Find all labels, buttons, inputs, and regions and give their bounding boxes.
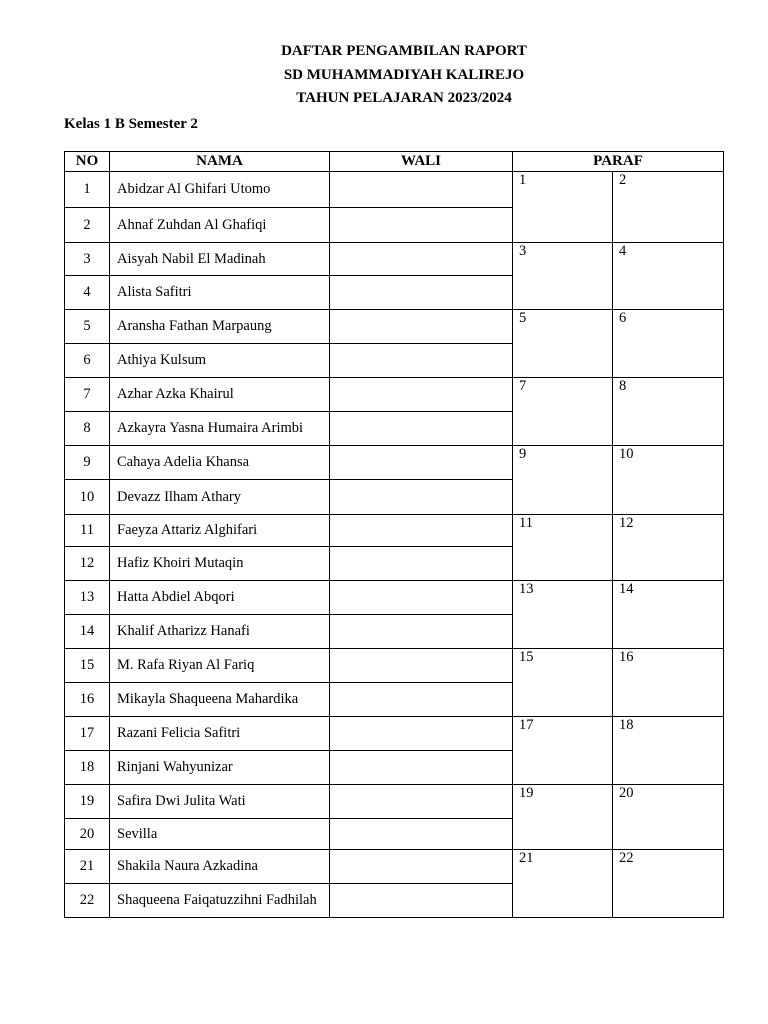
wali-cell[interactable]	[330, 412, 513, 446]
row-number: 3	[65, 243, 110, 276]
paraf-cell[interactable]: 19	[513, 785, 613, 850]
wali-cell[interactable]	[330, 243, 513, 276]
table-row	[65, 378, 724, 412]
header-wali: WALI	[330, 152, 513, 172]
wali-cell[interactable]	[330, 172, 513, 208]
paraf-cell[interactable]: 20	[613, 785, 724, 850]
student-name: Hatta Abdiel Abqori	[110, 581, 330, 615]
student-name: M. Rafa Riyan Al Fariq	[110, 649, 330, 683]
student-name: Azkayra Yasna Humaira Arimbi	[110, 412, 330, 446]
header-paraf: PARAF	[513, 152, 724, 172]
wali-cell[interactable]	[330, 515, 513, 547]
document-title	[0, 40, 768, 111]
paraf-cell[interactable]: 4	[613, 243, 724, 310]
student-name: Alista Safitri	[110, 276, 330, 310]
student-name: Razani Felicia Safitri	[110, 717, 330, 751]
paraf-cell[interactable]: 11	[513, 515, 613, 581]
student-name: Hafiz Khoiri Mutaqin	[110, 547, 330, 581]
student-name: Mikayla Shaqueena Mahardika	[110, 683, 330, 717]
table-row	[65, 446, 724, 480]
row-number: 11	[65, 515, 110, 547]
wali-cell[interactable]	[330, 344, 513, 378]
paraf-cell[interactable]: 6	[613, 310, 724, 378]
paraf-cell[interactable]: 7	[513, 378, 613, 446]
row-number: 20	[65, 819, 110, 850]
wali-cell[interactable]	[330, 276, 513, 310]
wali-cell[interactable]	[330, 649, 513, 683]
wali-cell[interactable]	[330, 683, 513, 717]
row-number: 5	[65, 310, 110, 344]
table-row	[65, 515, 724, 547]
title-line-1: DAFTAR PENGAMBILAN RAPORT	[281, 43, 527, 59]
row-number: 4	[65, 276, 110, 310]
table-row	[65, 785, 724, 819]
row-number: 1	[65, 172, 110, 208]
student-name: Shaqueena Faiqatuzzihni Fadhilah	[110, 884, 330, 918]
row-number: 10	[65, 480, 110, 515]
wali-cell[interactable]	[330, 310, 513, 344]
wali-cell[interactable]	[330, 208, 513, 243]
paraf-cell[interactable]: 22	[613, 850, 724, 918]
paraf-cell[interactable]: 12	[613, 515, 724, 581]
wali-cell[interactable]	[330, 480, 513, 515]
student-name: Devazz Ilham Athary	[110, 480, 330, 515]
student-name: Aransha Fathan Marpaung	[110, 310, 330, 344]
attendance-table	[64, 151, 724, 918]
paraf-cell[interactable]: 21	[513, 850, 613, 918]
wali-cell[interactable]	[330, 850, 513, 884]
table-row	[65, 581, 724, 615]
wali-cell[interactable]	[330, 547, 513, 581]
student-name: Azhar Azka Khairul	[110, 378, 330, 412]
paraf-cell[interactable]: 10	[613, 446, 724, 515]
student-name: Rinjani Wahyunizar	[110, 751, 330, 785]
wali-cell[interactable]	[330, 446, 513, 480]
row-number: 9	[65, 446, 110, 480]
wali-cell[interactable]	[330, 717, 513, 751]
wali-cell[interactable]	[330, 615, 513, 649]
table-row	[65, 850, 724, 884]
wali-cell[interactable]	[330, 378, 513, 412]
student-name: Cahaya Adelia Khansa	[110, 446, 330, 480]
wali-cell[interactable]	[330, 884, 513, 918]
wali-cell[interactable]	[330, 819, 513, 850]
student-name: Ahnaf Zuhdan Al Ghafiqi	[110, 208, 330, 243]
table-row	[65, 717, 724, 751]
paraf-cell[interactable]: 17	[513, 717, 613, 785]
row-number: 17	[65, 717, 110, 751]
paraf-cell[interactable]: 16	[613, 649, 724, 717]
row-number: 22	[65, 884, 110, 918]
title-line-3: TAHUN PELAJARAN 2023/2024	[296, 90, 512, 106]
table-row	[65, 243, 724, 276]
student-name: Sevilla	[110, 819, 330, 850]
class-label: Kelas 1 B Semester 2	[64, 116, 198, 132]
header-no: NO	[65, 152, 110, 172]
paraf-cell[interactable]: 1	[513, 172, 613, 243]
table-row	[65, 172, 724, 208]
student-name: Khalif Atharizz Hanafi	[110, 615, 330, 649]
header-nama: NAMA	[110, 152, 330, 172]
paraf-cell[interactable]: 3	[513, 243, 613, 310]
student-name: Faeyza Attariz Alghifari	[110, 515, 330, 547]
row-number: 6	[65, 344, 110, 378]
row-number: 8	[65, 412, 110, 446]
paraf-cell[interactable]: 9	[513, 446, 613, 515]
row-number: 14	[65, 615, 110, 649]
wali-cell[interactable]	[330, 581, 513, 615]
row-number: 18	[65, 751, 110, 785]
row-number: 15	[65, 649, 110, 683]
paraf-cell[interactable]: 15	[513, 649, 613, 717]
paraf-cell[interactable]: 18	[613, 717, 724, 785]
student-name: Safira Dwi Julita Wati	[110, 785, 330, 819]
wali-cell[interactable]	[330, 785, 513, 819]
paraf-cell[interactable]: 8	[613, 378, 724, 446]
row-number: 13	[65, 581, 110, 615]
table-body	[65, 172, 724, 918]
table-header-row	[65, 152, 724, 172]
row-number: 21	[65, 850, 110, 884]
wali-cell[interactable]	[330, 751, 513, 785]
table-row	[65, 310, 724, 344]
row-number: 12	[65, 547, 110, 581]
table-row	[65, 649, 724, 683]
student-name: Aisyah Nabil El Madinah	[110, 243, 330, 276]
row-number: 19	[65, 785, 110, 819]
paraf-cell[interactable]: 13	[513, 581, 613, 649]
paraf-cell[interactable]: 5	[513, 310, 613, 378]
student-name: Shakila Naura Azkadina	[110, 850, 330, 884]
paraf-cell[interactable]: 2	[613, 172, 724, 243]
paraf-cell[interactable]: 14	[613, 581, 724, 649]
row-number: 2	[65, 208, 110, 243]
student-name: Athiya Kulsum	[110, 344, 330, 378]
row-number: 16	[65, 683, 110, 717]
title-line-2: SD MUHAMMADIYAH KALIREJO	[283, 66, 525, 83]
row-number: 7	[65, 378, 110, 412]
student-name: Abidzar Al Ghifari Utomo	[110, 172, 330, 208]
